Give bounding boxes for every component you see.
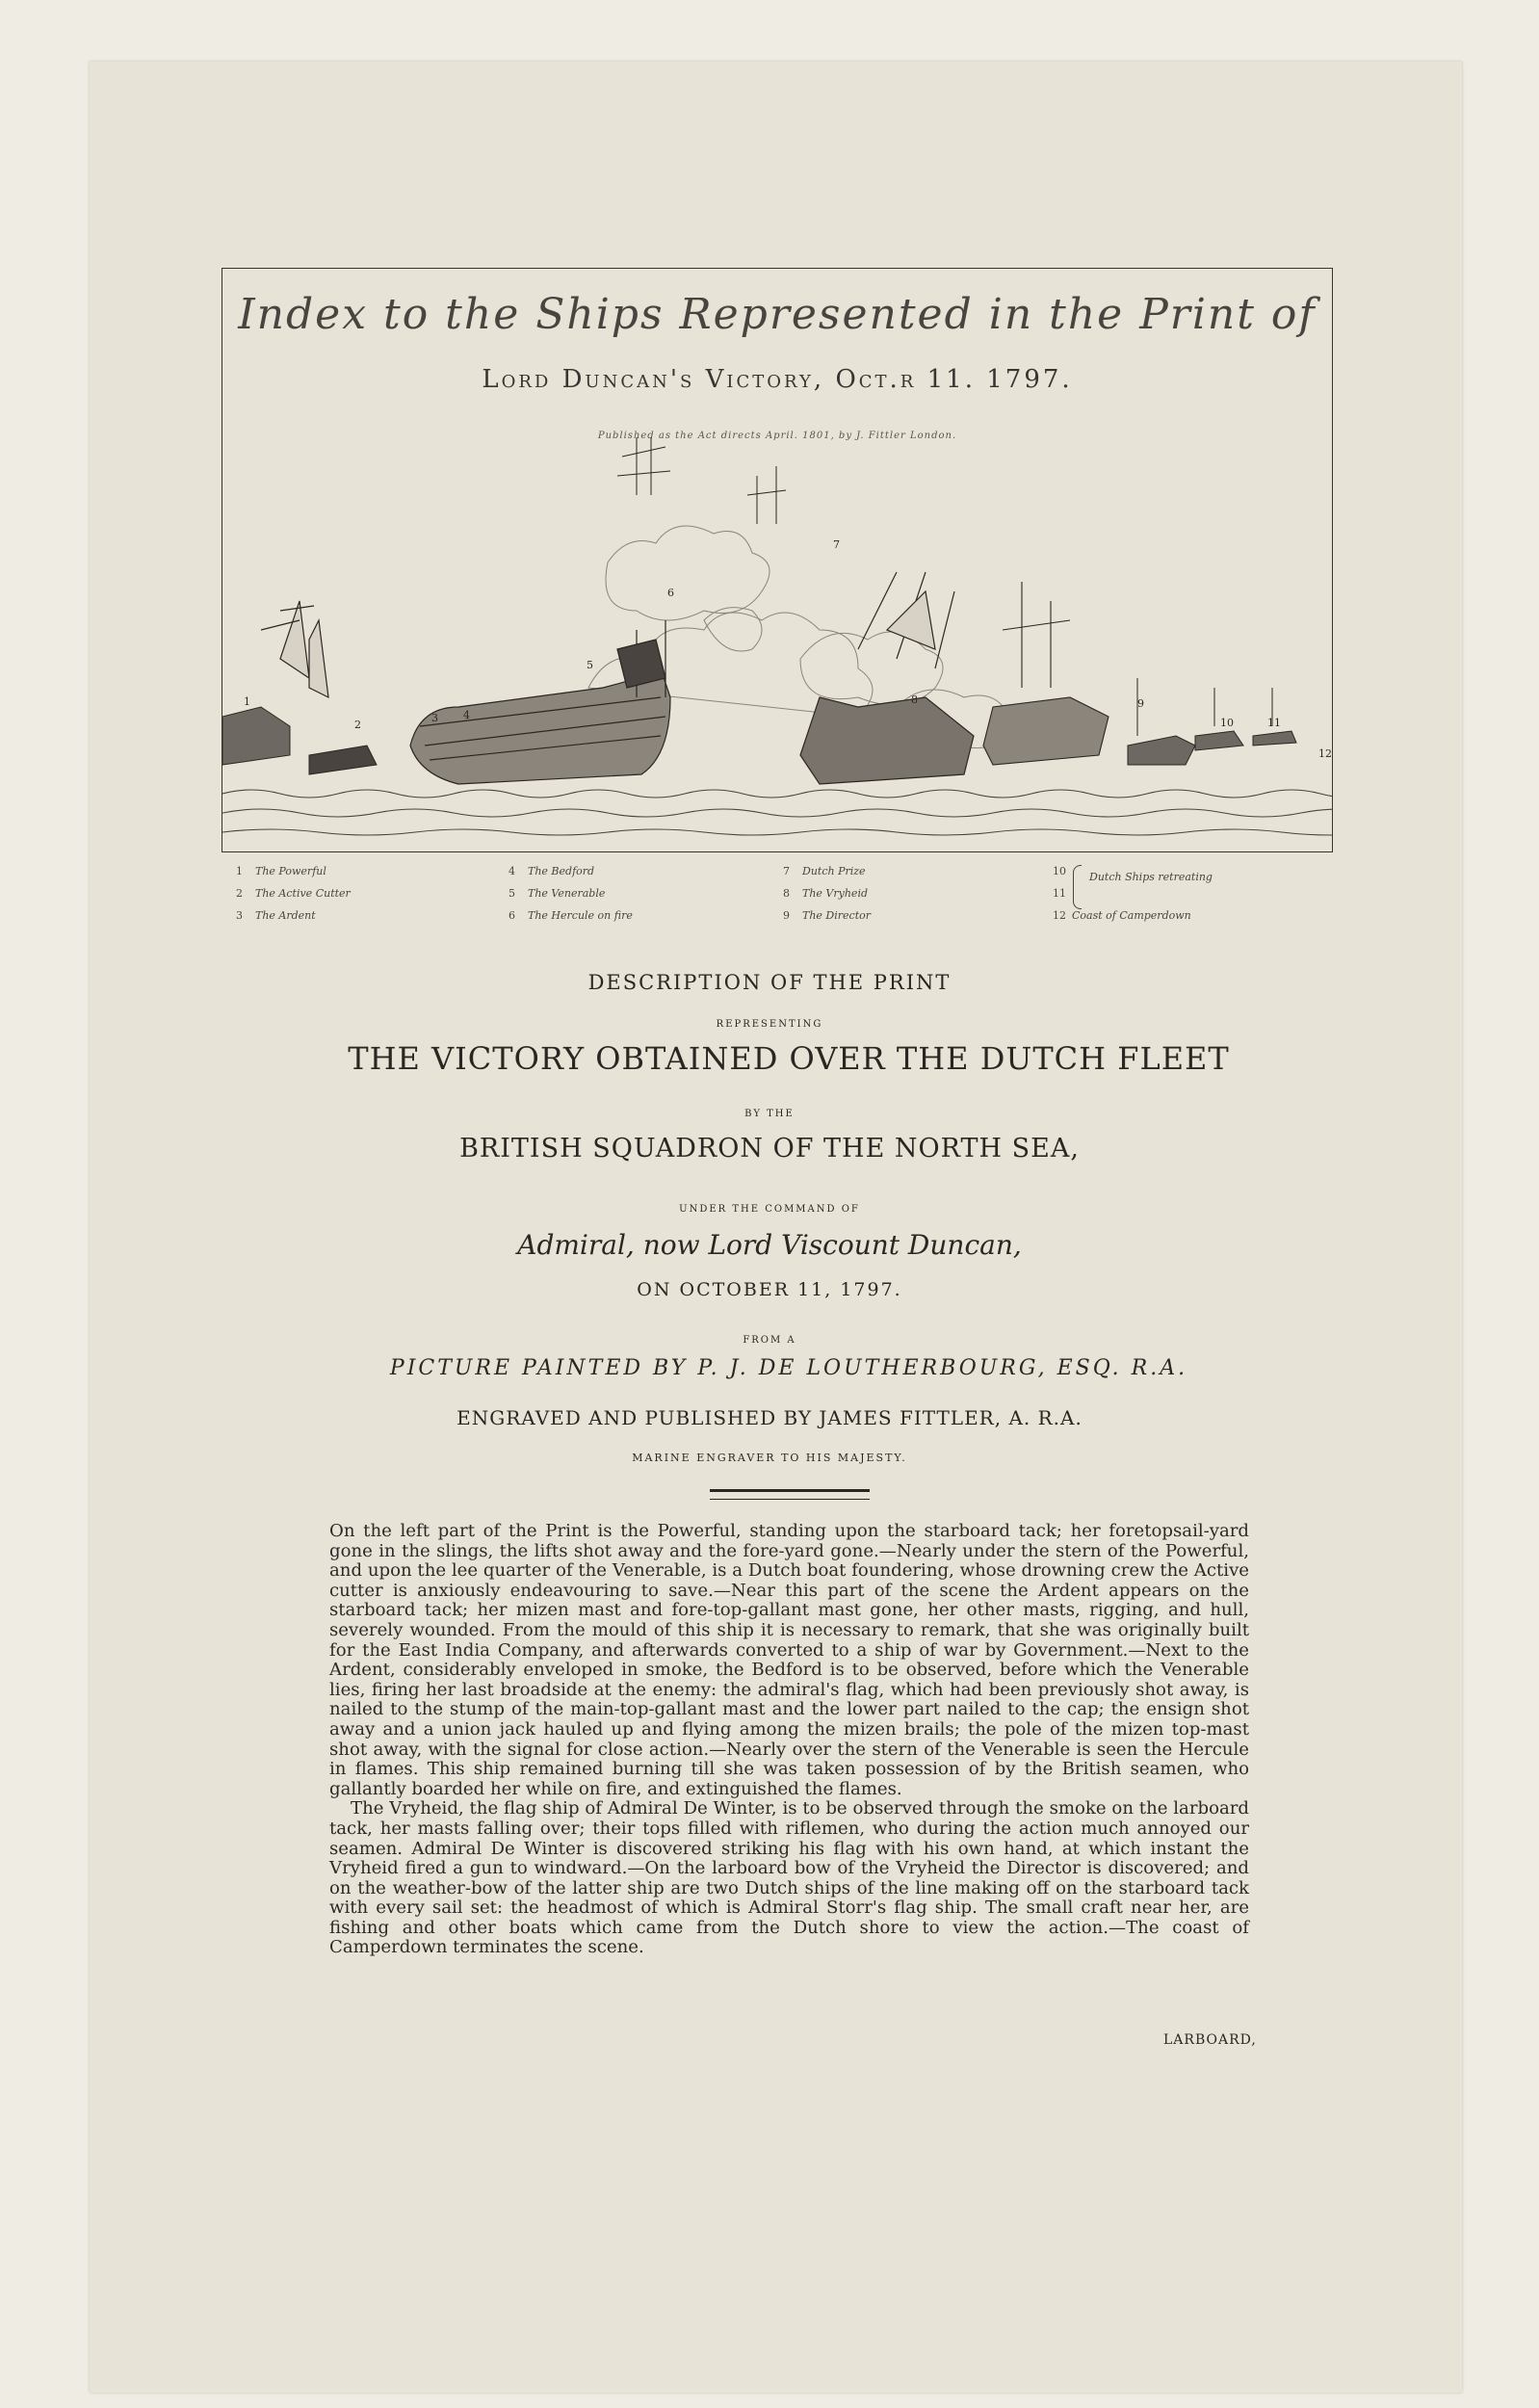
description-heading: DESCRIPTION OF THE PRINT [587,971,952,994]
scene-number-6: 6 [667,587,674,599]
description-title: THE VICTORY OBTAINED OVER THE DUTCH FLEET [348,1040,1230,1077]
legend-column-2 [509,860,633,927]
legend-item: 5 The Venerable [509,887,606,900]
legend-item: 12 Coast of Camperdown [1053,909,1191,922]
legend-brace [1073,865,1082,909]
legend-item: 10 [1053,865,1066,877]
description-marine-engraver: MARINE ENGRAVER TO HIS MAJESTY. [632,1452,907,1464]
paragraph: On the left part of the Print is the Powerful, standing upon the starboard tack; her foretopsail-yard gone in the slings, the lifts shot away and the fore-yard gone.—Nearly under the stern of the Powerful, and upon the lee quarter of the Venerable, is a Dutch boat foundering, whose drowning crew the Active cutter is anxiously endeavouring to save.—Near this part of the scene the Ardent appears on the starboard tack; her mizen mast and fore-top-gallant mast gone, her other masts, rigging, and hull, severely wounded. From the mould of this ship it is necessary to remark, that she was originally built for the East India Company, and afterwards converted to a ship of war by Government.—Next to the Ardent, considerably enveloped in smoke, the Bedford is to be observed, before which the Venerable lies, firing her last broadside at the enemy: the admiral's flag, which had been previously shot away, is nailed to the stump of the main-top-gallant mast and the lower part nailed to the cap; the ensign shot away and a union jack hauled up and flying among the mizen brails; the pole of the mizen top-mast shot away, with the signal for close action.—Nearly over the stern of the Venerable is seen the Hercule in flames. This ship remained burning till she was taken possession of by the British seamen, who gallantly boarded her while on fire, and extinguished the flames. [329,1521,1249,1799]
legend-retreating-label: Dutch Ships retreating [1089,871,1213,883]
scene-number-9: 9 [1137,697,1144,710]
scene-number-4: 4 [463,709,470,721]
index-subtitle: Lord Duncan's Victory, Oct.r 11. 1797. [482,365,1073,394]
publication-line: Published as the Act directs April. 1801, by J. Fittler London. [597,431,957,441]
scene-number-5: 5 [587,659,593,671]
scene-number-2: 2 [354,719,361,731]
paragraph: The Vryheid, the flag ship of Admiral De Winter, is to be observed through the smoke on the larboard tack, her masts falling over; their tops filled with riflemen, who during the action much annoyed our seamen. Admiral De Winter is discovered striking his flag with his own hand, at which instant the Vryheid fired a gun to windward.—On the larboard bow of the Vryheid the Director is discovered; and on the weather-bow of the latter ship are two Dutch ships of the line making off on the starboard tack with every sail set: the headmost of which is Admiral Storr's flag ship. The small craft near her, are fishing and other boats which came from the Dutch shore to view the action.—The coast of Camperdown terminates the scene. [329,1798,1249,1958]
description-by-the: BY THE [744,1109,795,1119]
legend-item: 8 The Vryheid [783,887,868,900]
naval-battle-engraving [222,437,1332,851]
catchword: LARBOARD, [1163,2032,1257,2048]
legend-item: 9 The Director [783,909,871,922]
description-representing: REPRESENTING [716,1019,823,1030]
legend-item: 7 Dutch Prize [783,865,866,877]
legend-item: 2 The Active Cutter [236,887,351,900]
description-painter: PICTURE PAINTED BY P. J. DE LOUTHERBOURG, ESQ. R.A. [389,1356,1188,1380]
description-date: ON OCTOBER 11, 1797. [637,1279,902,1300]
index-title: Index to the Ships Represented in the Print of [238,290,1317,339]
description-under-command: UNDER THE COMMAND OF [679,1204,860,1215]
scene-number-7: 7 [833,538,840,551]
description-engraver: ENGRAVED AND PUBLISHED BY JAMES FITTLER, A. R.A. [456,1406,1083,1429]
scene-number-10: 10 [1220,717,1234,729]
decorative-rule [710,1489,870,1500]
legend-column-3 [783,860,871,927]
scene-number-3: 3 [431,712,438,724]
ship-legend [236,860,1334,932]
legend-column-1 [236,860,351,927]
legend-item: 1 The Powerful [236,865,326,877]
scene-number-12: 12 [1318,747,1332,760]
description-admiral: Admiral, now Lord Viscount Duncan, [517,1229,1022,1261]
description-squadron: BRITISH SQUADRON OF THE NORTH SEA, [459,1134,1080,1164]
description-from-a: FROM A [743,1335,796,1346]
scene-number-8: 8 [911,694,918,706]
legend-item: 3 The Ardent [236,909,316,922]
legend-item: 11 [1053,887,1066,900]
legend-item: 4 The Bedford [509,865,595,877]
scene-number-1: 1 [244,695,250,708]
legend-item: 6 The Hercule on fire [509,909,633,922]
description-body [329,1522,1249,1958]
scene-number-11: 11 [1267,717,1281,729]
engraving-frame [222,268,1333,852]
